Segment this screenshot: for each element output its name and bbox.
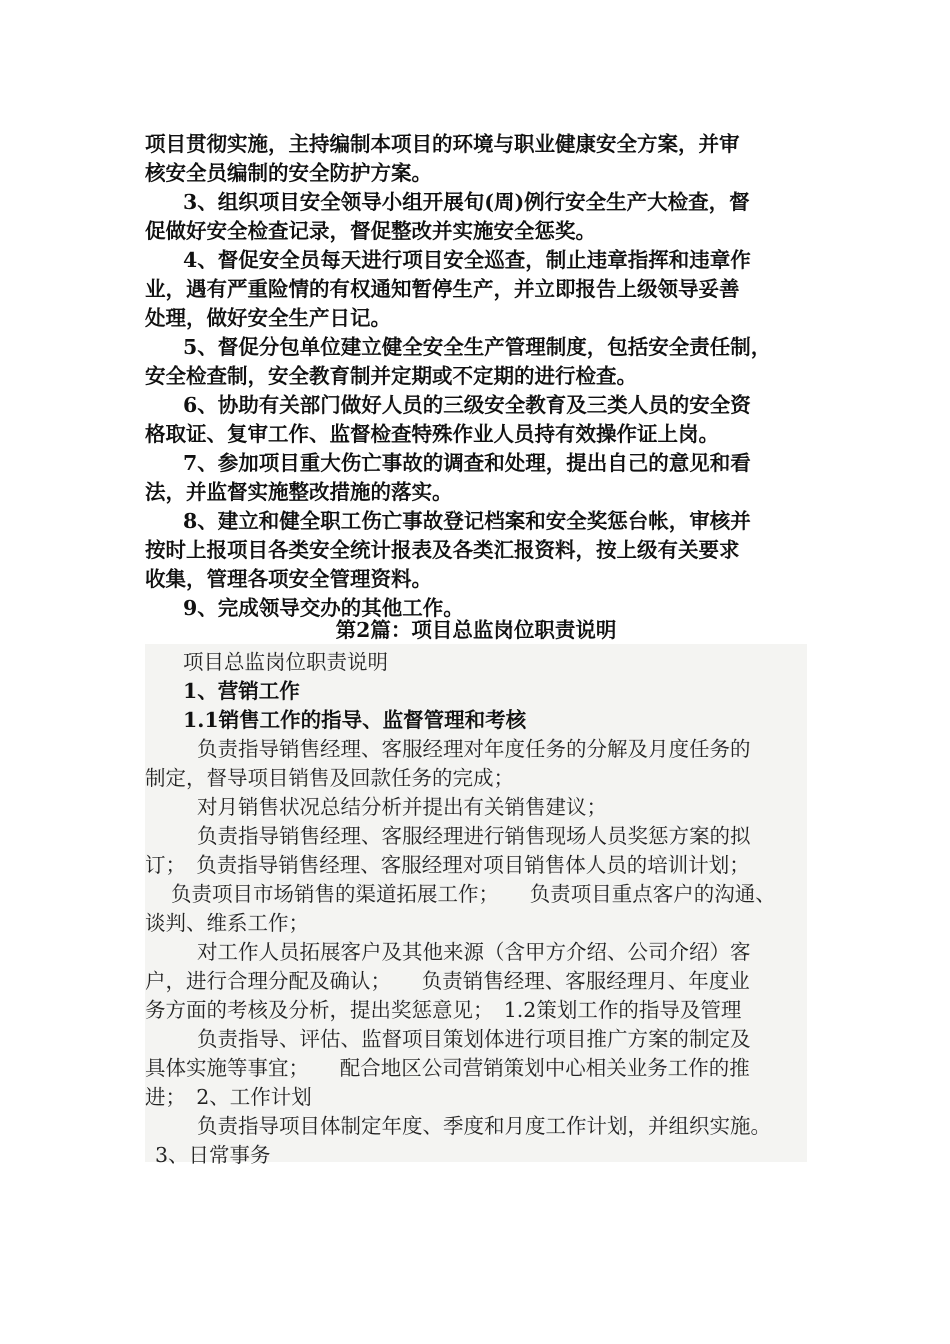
paragraph-line: 负责指导销售经理、客服经理进行销售现场人员奖惩方案的拟 [197,824,751,848]
paragraph-line: 对工作人员拓展客户及其他来源（含甲方介绍、公司介绍）客 [197,940,751,964]
paragraph-line: 法，并监督实施整改措施的落实。 [145,480,453,504]
section-title: 项目总监岗位职责说明 [183,650,388,674]
paragraph-line: 按时上报项目各类安全统计报表及各类汇报资料，按上级有关要求 [145,538,740,562]
paragraph-line: 3、日常事务 [155,1143,271,1167]
paragraph-line: 业，遇有严重险情的有权通知暂停生产，并立即报告上级领导妥善 [145,277,740,301]
paragraph-line: 项目贯彻实施，主持编制本项目的环境与职业健康安全方案，并审 [145,132,740,156]
paragraph-line: 9、完成领导交办的其他工作。 [183,596,464,620]
upper-text-section [145,130,807,620]
paragraph-line: 订； 负责指导销售经理、客服经理对项目销售体人员的培训计划； [145,853,750,877]
paragraph-line: 制定，督导项目销售及回款任务的完成； [145,766,514,790]
paragraph-line: 处理，做好安全生产日记。 [145,306,391,330]
paragraph-line: 收集，管理各项安全管理资料。 [145,567,432,591]
paragraph-line: 6、协助有关部门做好人员的三级安全教育及三类人员的安全资 [183,393,751,417]
paragraph-line: 谈判、维系工作； [145,911,309,935]
paragraph-line: 核安全员编制的安全防护方案。 [145,161,432,185]
paragraph-line: 安全检查制，安全教育制并定期或不定期的进行检查。 [145,364,637,388]
paragraph-line: 对月销售状况总结分析并提出有关销售建议； [197,795,607,819]
chapter-heading: 第2篇：项目总监岗位职责说明 [335,618,617,642]
paragraph-line: 5、督促分包单位建立健全安全生产管理制度，包括安全责任制， [183,335,772,359]
paragraph-line: 3、组织项目安全领导小组开展旬(周)例行安全生产大检查，督 [183,190,750,214]
paragraph-line: 促做好安全检查记录，督促整改并实施安全惩奖。 [145,219,596,243]
paragraph-line: 8、建立和健全职工伤亡事故登记档案和安全奖惩台帐，审核并 [183,509,751,533]
paragraph-line: 负责指导、评估、监督项目策划体进行项目推广方案的制定及 [197,1027,751,1051]
section-heading: 1、营销工作 [183,679,300,703]
paragraph-line: 负责项目市场销售的渠道拓展工作； 负责项目重点客户的沟通、 [171,882,776,906]
paragraph-line: 户，进行合理分配及确认； 负责销售经理、客服经理月、年度业 [145,969,750,993]
subsection-heading: 1.1销售工作的指导、监督管理和考核 [183,708,527,732]
lower-text-section [145,644,807,1167]
paragraph-line: 具体实施等事宜； 配合地区公司营销策划中心相关业务工作的推 [145,1056,750,1080]
paragraph-line: 务方面的考核及分析，提出奖惩意见； 1.2策划工作的指导及管理 [145,998,742,1022]
paragraph-line: 4、督促安全员每天进行项目安全巡查，制止违章指挥和违章作 [183,248,751,272]
paragraph-line: 负责指导项目体制定年度、季度和月度工作计划，并组织实施。 [197,1114,771,1138]
paragraph-line: 负责指导销售经理、客服经理对年度任务的分解及月度任务的 [197,737,751,761]
paragraph-line: 格取证、复审工作、监督检查特殊作业人员持有效操作证上岗。 [145,422,719,446]
paragraph-line: 7、参加项目重大伤亡事故的调查和处理，提出自己的意见和看 [183,451,751,475]
paragraph-line: 进； 2、工作计划 [145,1085,312,1109]
